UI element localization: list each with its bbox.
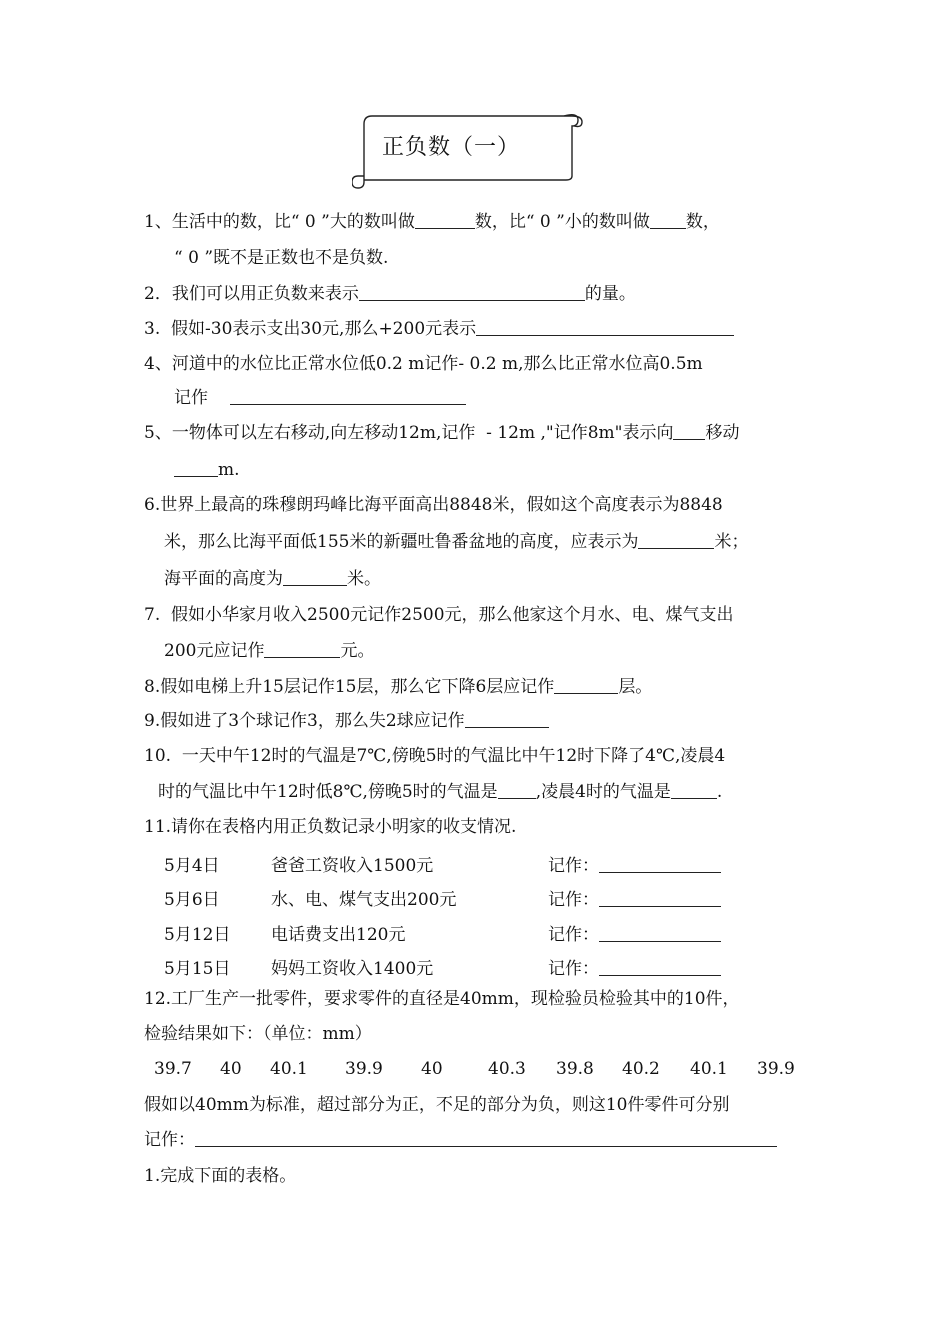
q12-value-10: 39.9 <box>757 1059 795 1079</box>
q3-blank[interactable] <box>476 319 734 336</box>
question-8 <box>144 676 652 698</box>
q2-text-b: 的量。 <box>584 284 636 304</box>
q12-value-7: 39.8 <box>556 1059 594 1079</box>
q11-row-1-record <box>548 851 721 876</box>
q11-row-3-item: 电话费支出120元 <box>271 925 406 945</box>
q12-blank[interactable] <box>195 1130 777 1147</box>
question-12-line-1: 12.工厂生产一批零件，要求零件的直径是40mm，现检验员检验其中的10件， <box>144 989 740 1009</box>
q12-value-6: 40.3 <box>488 1059 526 1079</box>
question-7-line-1: 7. 假如小华家月收入2500元记作2500元，那么他家这个月水、电、煤气支出 <box>144 605 734 625</box>
question-12-line-2: 检验结果如下：（单位：mm） <box>144 1024 372 1044</box>
question-4-line-2 <box>174 387 466 409</box>
question-1-line-2: “ 0 ”既不是正数也不是负数. <box>174 248 389 268</box>
question-10-line-1: 10. 一天中午12时的气温是7℃,傍晚5时的气温比中午12时下降了4℃,凌晨4 <box>144 746 726 766</box>
q1-text-a: 1、生活中的数，比“ 0 ”大的数叫做 <box>144 212 415 232</box>
q12-text-d: 记作： <box>144 1130 195 1150</box>
q2-text-a: 2．我们可以用正负数来表示 <box>144 284 359 304</box>
q4-text-b: 记作 <box>174 388 208 408</box>
q8-blank[interactable] <box>554 677 618 694</box>
q10-text-c: ,凌晨4时的气温是 <box>535 782 671 802</box>
q5-blank-2[interactable] <box>174 460 218 477</box>
q11-row-4-record <box>548 954 721 979</box>
question-1-line-1 <box>144 211 720 233</box>
q10-blank-2[interactable] <box>671 782 717 799</box>
q10-text-d: . <box>716 782 723 802</box>
q1-blank-1[interactable] <box>415 212 475 229</box>
question-3 <box>144 318 734 340</box>
q3-text-a: 3. 假如-30表示支出30元,那么+200元表示 <box>144 319 477 339</box>
q5-text-a: 5、一物体可以左右移动,向左移动12m,记作 - 12m ,"记作8m"表示向 <box>144 423 674 443</box>
q12-value-4: 39.9 <box>345 1059 383 1079</box>
question-12-line-3: 假如以40mm为标准，超过部分为正，不足的部分为负，则这10件零件可分别 <box>144 1095 730 1115</box>
q7-blank[interactable] <box>264 641 340 658</box>
q6-blank-2[interactable] <box>283 569 347 586</box>
title-scroll-banner <box>352 110 584 190</box>
q2-blank[interactable] <box>359 284 585 301</box>
q6-blank-1[interactable] <box>638 532 714 549</box>
q11-row-3-record <box>548 920 721 945</box>
question-11: 11.请你在表格内用正负数记录小明家的收支情况. <box>144 817 517 837</box>
q8-text-a: 8.假如电梯上升15层记作15层，那么它下降6层应记作 <box>144 677 555 697</box>
q8-text-b: 层。 <box>618 677 653 697</box>
q12-value-2: 40 <box>220 1059 242 1079</box>
q11-row-3-blank[interactable] <box>599 925 721 942</box>
q6-text-d: 海平面的高度为 <box>164 569 283 589</box>
q11-row-4-label: 记作： <box>548 959 599 979</box>
q6-text-c: 米； <box>714 532 749 552</box>
q12-value-5: 40 <box>421 1059 443 1079</box>
q11-row-2-date: 5月6日 <box>164 890 220 910</box>
q12-value-9: 40.1 <box>690 1059 728 1079</box>
q12-value-8: 40.2 <box>622 1059 660 1079</box>
q11-row-1-date: 5月4日 <box>164 856 220 876</box>
q11-row-2-item: 水、电、煤气支出200元 <box>271 890 457 910</box>
q11-row-4-item: 妈妈工资收入1400元 <box>271 959 434 979</box>
q5-text-c: m. <box>218 460 240 480</box>
q11-row-1-label: 记作： <box>548 856 599 876</box>
q1-text-c: 数， <box>685 212 720 232</box>
q6-text-b: 米，那么比海平面低155米的新疆吐鲁番盆地的高度，应表示为 <box>164 532 639 552</box>
section-1-heading: 1.完成下面的表格。 <box>144 1166 297 1186</box>
q11-row-2-blank[interactable] <box>599 890 721 907</box>
q11-row-4-date: 5月15日 <box>164 959 231 979</box>
q11-row-3-label: 记作： <box>548 925 599 945</box>
q1-text-b: 数，比“ 0 ”小的数叫做 <box>474 212 650 232</box>
q11-row-1-item: 爸爸工资收入1500元 <box>271 856 434 876</box>
q9-blank[interactable] <box>465 711 549 728</box>
q1-blank-2[interactable] <box>650 212 686 229</box>
q11-row-4-blank[interactable] <box>599 959 721 976</box>
q11-row-3-date: 5月12日 <box>164 925 231 945</box>
question-4-line-1: 4、河道中的水位比正常水位低0.2 m记作- 0.2 m,那么比正常水位高0.5m <box>144 354 703 374</box>
question-5-line-2 <box>174 459 240 481</box>
question-9 <box>144 710 549 732</box>
q10-text-b: 时的气温比中午12时低8℃,傍晚5时的气温是 <box>158 782 498 802</box>
q6-text-e: 米。 <box>347 569 381 589</box>
question-5-line-1 <box>144 422 739 444</box>
q4-blank[interactable] <box>230 388 466 405</box>
question-2 <box>144 283 636 305</box>
question-6-line-2 <box>164 531 748 553</box>
q7-text-b: 200元应记作 <box>164 641 265 661</box>
q11-row-2-label: 记作： <box>548 890 599 910</box>
q5-blank-1[interactable] <box>673 423 705 440</box>
question-7-line-2 <box>164 640 374 662</box>
question-6-line-1: 6.世界上最高的珠穆朗玛峰比海平面高出8848米，假如这个高度表示为8848 <box>144 495 723 515</box>
q10-blank-1[interactable] <box>498 782 536 799</box>
q7-text-c: 元。 <box>340 641 375 661</box>
question-10-line-2 <box>158 781 722 803</box>
q11-row-1-blank[interactable] <box>599 856 721 873</box>
q11-row-2-record <box>548 885 721 910</box>
q12-value-3: 40.1 <box>270 1059 308 1079</box>
q9-text-a: 9.假如进了3个球记作3，那么失2球应记作 <box>144 711 465 731</box>
q5-text-b: 移动 <box>705 423 740 443</box>
question-6-line-3 <box>164 568 381 590</box>
page-title: 正负数（一） <box>382 135 521 160</box>
q12-value-1: 39.7 <box>154 1059 192 1079</box>
question-12-line-4 <box>144 1129 777 1151</box>
